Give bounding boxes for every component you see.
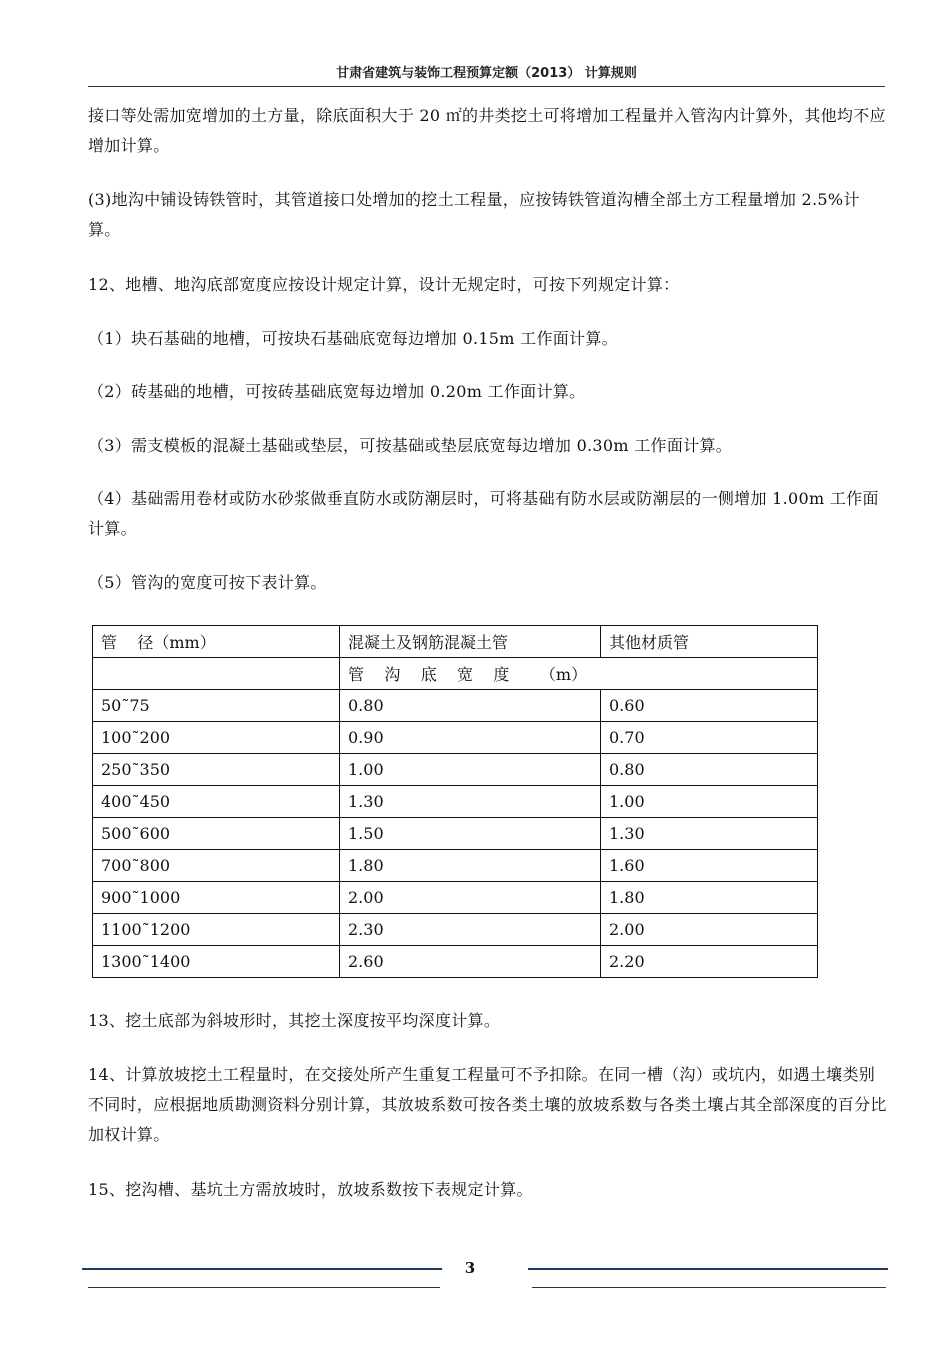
paragraph-continuation: 接口等处需加宽增加的土方量，除底面积大于 20 ㎡的井类挖土可将增加工程量并入管沟内计算外，其他均不应增加计算。 [88, 106, 886, 155]
header-rule [88, 86, 885, 87]
other-width-cell: 1.00 [601, 786, 818, 818]
table-row [93, 882, 818, 914]
concrete-width-cell: 2.30 [340, 914, 601, 946]
table-row [93, 818, 818, 850]
paragraph-rule-12-4: （4）基础需用卷材或防水砂浆做垂直防水或防潮层时，可将基础有防水层或防潮层的一侧增加 1.00m 工作面计算。 [88, 489, 879, 538]
diameter-cell: 50˜75 [93, 690, 340, 722]
diameter-cell: 700˜800 [93, 850, 340, 882]
diameter-cell: 1300˜1400 [93, 946, 340, 978]
other-width-cell: 0.60 [601, 690, 818, 722]
paragraph-rule-12-1: （1）块石基础的地槽，可按块石基础底宽每边增加 0.15m 工作面计算。 [88, 329, 618, 348]
table-header-row [93, 626, 818, 658]
page-number: 3 [464, 1259, 476, 1277]
concrete-width-cell: 0.80 [340, 690, 601, 722]
table-row [93, 946, 818, 978]
table-subheader-row [93, 658, 818, 690]
footer-rule-left-bottom [88, 1287, 440, 1288]
other-width-cell: 2.20 [601, 946, 818, 978]
table-row [93, 722, 818, 754]
other-width-cell: 2.00 [601, 914, 818, 946]
header-trench-bottom-width: 管 沟 底 宽 度 （m） [340, 658, 818, 690]
other-width-cell: 1.60 [601, 850, 818, 882]
page-header-title: 甘肃省建筑与装饰工程预算定额（2013） 计算规则 [336, 66, 637, 81]
diameter-cell: 1100˜1200 [93, 914, 340, 946]
concrete-width-cell: 2.60 [340, 946, 601, 978]
table-row [93, 754, 818, 786]
empty-cell [93, 658, 340, 690]
paragraph-rule-12: 12、地槽、地沟底部宽度应按设计规定计算，设计无规定时，可按下列规定计算： [88, 275, 680, 294]
trench-width-table [92, 625, 818, 978]
footer-rule-right-bottom [532, 1287, 886, 1288]
table-row [93, 690, 818, 722]
paragraph-rule-13: 13、挖土底部为斜坡形时，其挖土深度按平均深度计算。 [88, 1011, 501, 1030]
concrete-width-cell: 2.00 [340, 882, 601, 914]
concrete-width-cell: 1.50 [340, 818, 601, 850]
header-pipe-diameter: 管 径（mm） [93, 626, 340, 658]
table-row [93, 786, 818, 818]
concrete-width-cell: 1.80 [340, 850, 601, 882]
paragraph-rule-15: 15、挖沟槽、基坑土方需放坡时，放坡系数按下表规定计算。 [88, 1180, 533, 1199]
paragraph-rule-12-2: （2）砖基础的地槽，可按砖基础底宽每边增加 0.20m 工作面计算。 [88, 382, 586, 401]
concrete-width-cell: 1.30 [340, 786, 601, 818]
other-width-cell: 1.30 [601, 818, 818, 850]
header-other-pipe: 其他材质管 [601, 626, 818, 658]
table-row [93, 914, 818, 946]
paragraph-rule-14: 14、计算放坡挖土工程量时，在交接处所产生重复工程量可不予扣除。在同一槽（沟）或坑内，如遇土壤类别不同时，应根据地质勘测资料分别计算，其放坡系数可按各类土壤的放坡系数与各类土壤占其全部深度的百分比加权计算。 [88, 1065, 887, 1144]
paragraph-rule-12-5: （5）管沟的宽度可按下表计算。 [88, 573, 327, 592]
table-row [93, 850, 818, 882]
other-width-cell: 0.70 [601, 722, 818, 754]
header-concrete-pipe: 混凝土及钢筋混凝土管 [340, 626, 601, 658]
diameter-cell: 100˜200 [93, 722, 340, 754]
other-width-cell: 0.80 [601, 754, 818, 786]
paragraph-rule-12-3: （3）需支模板的混凝土基础或垫层，可按基础或垫层底宽每边增加 0.30m 工作面计算。 [88, 436, 733, 455]
concrete-width-cell: 0.90 [340, 722, 601, 754]
paragraph-cast-iron: (3)地沟中铺设铸铁管时，其管道接口处增加的挖土工程量，应按铸铁管道沟槽全部土方工程量增加 2.5%计算。 [88, 190, 860, 239]
concrete-width-cell: 1.00 [340, 754, 601, 786]
other-width-cell: 1.80 [601, 882, 818, 914]
diameter-cell: 900˜1000 [93, 882, 340, 914]
footer-rule-left-top [82, 1268, 442, 1270]
diameter-cell: 400˜450 [93, 786, 340, 818]
diameter-cell: 500˜600 [93, 818, 340, 850]
diameter-cell: 250˜350 [93, 754, 340, 786]
footer-rule-right-top [528, 1268, 888, 1270]
